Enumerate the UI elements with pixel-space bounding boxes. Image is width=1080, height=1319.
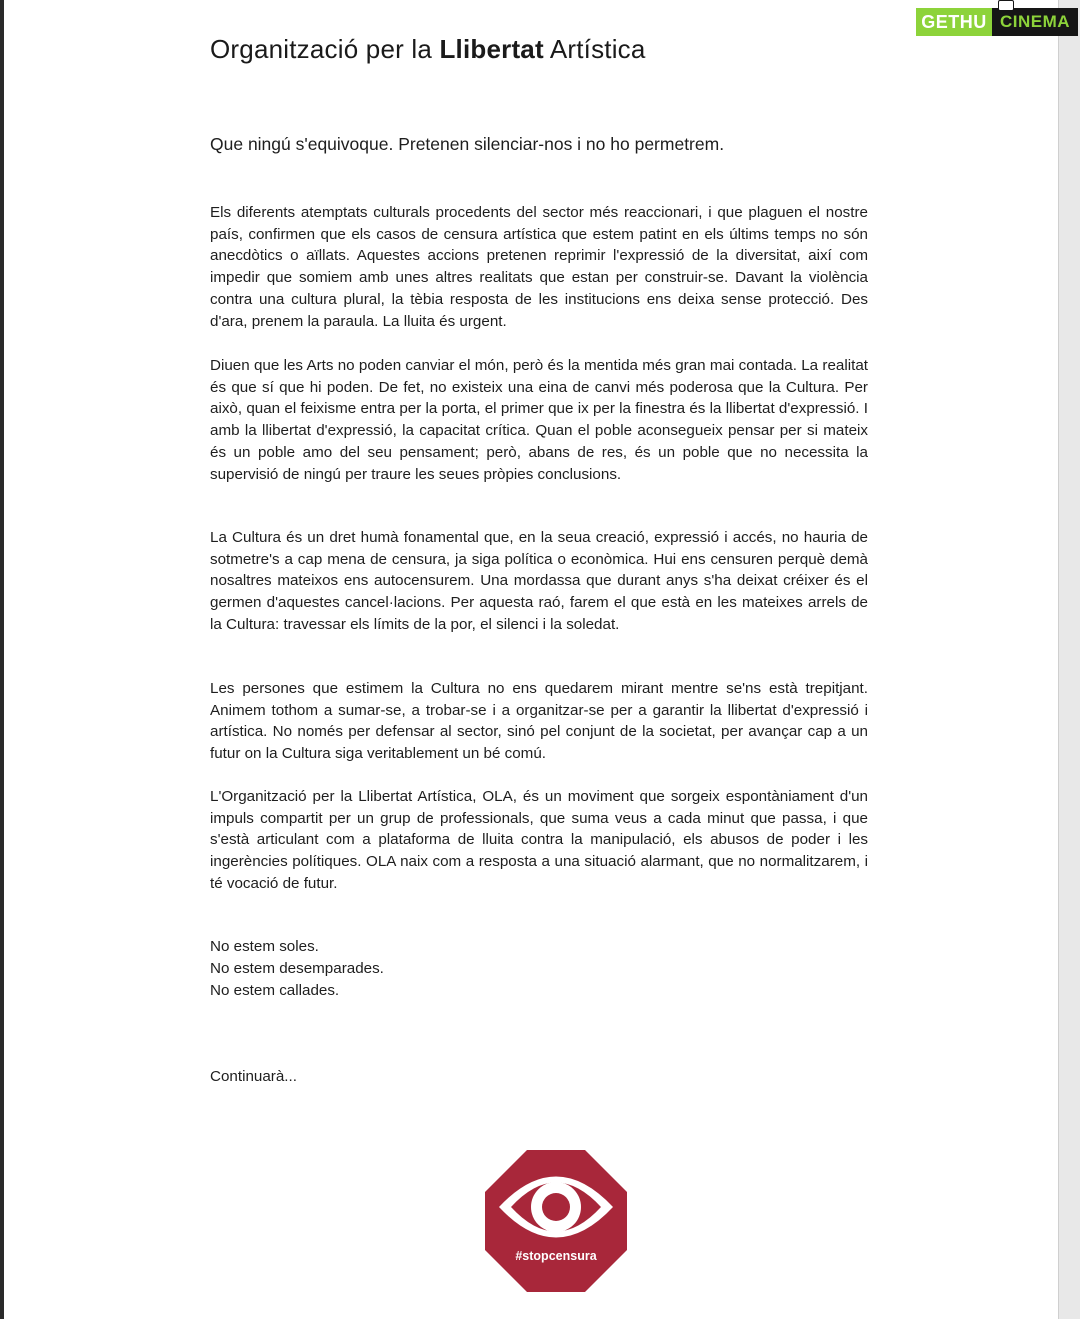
- watermark-right-text: CINEMA: [992, 8, 1078, 36]
- stopcensura-logo: [485, 1150, 627, 1292]
- document-title: [210, 34, 646, 65]
- closing-line-3: No estem callades.: [210, 982, 340, 999]
- paragraph-4: Les persones que estimem la Cultura no ens quedarem mirant mentre se'ns està trepitjant. Animem tothom a sumar-se, a trobar-se i a organitzar-se per a garantir la llibertat d'expressió i artística. No només per defensar al sector, sinó pel conjunt de la societat, per avançar cap a un futur on la Cultura siga veritablement un bé comú.: [210, 680, 868, 763]
- watermark-left-text: GETHU: [916, 8, 992, 36]
- closing-line-1: No estem soles.: [210, 938, 319, 955]
- paragraph-5: L'Organització per la Llibertat Artística, OLA, és un moviment que sorgeix espontàniament d'un impuls compartit per un grup de professionals, que suma veus a cada minut que passa, i que s'està articulant com a plataforma de lluita contra la manipulació, els abusos de poder i les ingerències polítiques. OLA naix com a resposta a una situació alarmant, que no normalitzarem, i té vocació de futur.: [210, 788, 868, 892]
- camera-icon: [998, 0, 1014, 11]
- page-left-edge: [0, 0, 4, 1319]
- logo-hashtag: #stopcensura: [515, 1249, 597, 1263]
- paragraph-2: Diuen que les Arts no poden canviar el món, però és la mentida més gran mai contada. La realitat és que sí que hi poden. De fet, no existeix una eina de canvi més poderosa que la Cultura. Per això, quan el feixisme entra per la porta, el primer que ix per la finestra és la llibertat d'expressió. I amb la llibertat d'expressió, la capacitat crítica. Quan el poble aconsegueix pensar per si mateix és un poble amo del seu pensament; però, abans de res, és un poble que no necessita la supervisió de ningú per traure les seues pròpies conclusions.: [210, 357, 868, 483]
- lead-sentence: Que ningú s'equivoque. Pretenen silenciar-nos i no ho permetrem.: [210, 134, 725, 154]
- continue-text: Continuarà...: [210, 1068, 297, 1085]
- watermark-logo: [916, 6, 1078, 38]
- paragraph-3: La Cultura és un dret humà fonamental que, en la seua creació, expressió i accés, no hauria de sotmetre's a cap mena de censura, ja siga política o econòmica. Hui ens censuren perquè demà nosaltres mateixos ens autocensurem. Una mordassa que durant anys s'ha deixat créixer és el germen d'aquestes cancel·lacions. Per aquesta raó, farem el que està en les mateixes arrels de la Cultura: travessar els límits de la por, el silenci i la soledat.: [210, 529, 868, 633]
- page-right-shadow: [1058, 0, 1080, 1319]
- title-part-2: Artística: [543, 34, 646, 64]
- paragraph-1: Els diferents atemptats culturals procedents del sector més reaccionari, i que plaguen el nostre país, confirmen que els casos de censura artística que estem patint en els últims temps no són anecdòtics o aïllats. Aquestes accions pretenen reprimir l'expressió de la diversitat, així com impedir que somiem amb unes altres realitats que estan per construir-se. Davant la violència contra una cultura plural, la tèbia resposta de les institucions ens deixa sense protecció. Des d'ara, prenem la paraula. La lluita és urgent.: [210, 204, 868, 330]
- closing-line-2: No estem desemparades.: [210, 960, 384, 977]
- title-bold-word: Llibertat: [439, 34, 544, 64]
- title-part-1: Organització per la: [210, 34, 440, 64]
